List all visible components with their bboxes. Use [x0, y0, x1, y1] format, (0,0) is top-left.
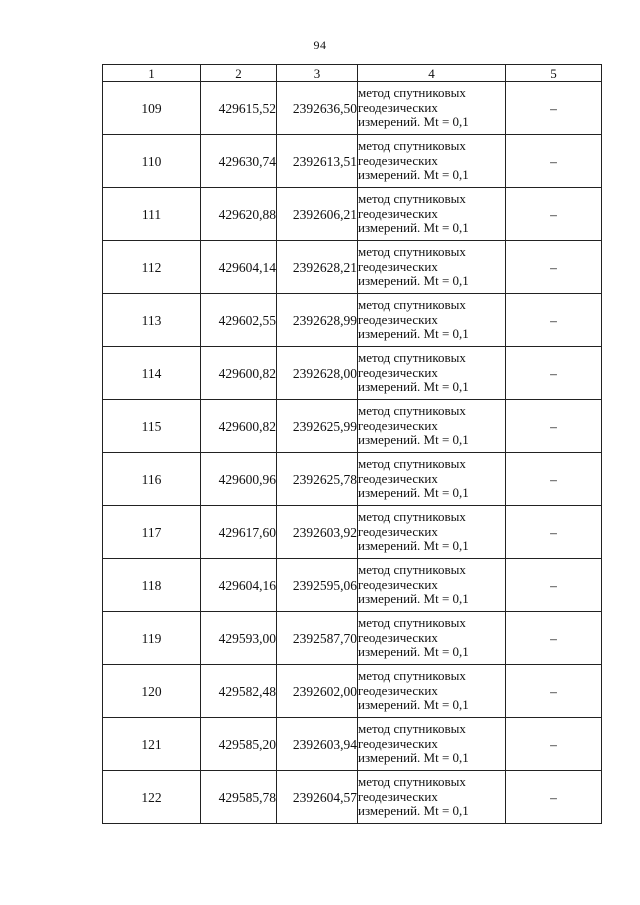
method-text-line: геодезических — [358, 523, 438, 539]
method-text-line: измерений. Mt = 0,1 — [358, 750, 469, 766]
method-text-line: геодезических — [358, 629, 438, 645]
method-text-line: измерений. Mt = 0,1 — [358, 326, 469, 342]
point-number-cell: 122 — [103, 771, 201, 824]
method-text-line: метод спутниковых — [358, 403, 466, 419]
table-row — [103, 771, 602, 824]
method-cell — [358, 135, 506, 188]
x-coordinate-cell: 429600,82 — [201, 347, 277, 400]
method-text-line: геодезических — [358, 311, 438, 327]
method-text-line: метод спутниковых — [358, 615, 466, 631]
point-number-cell: 118 — [103, 559, 201, 612]
method-cell — [358, 241, 506, 294]
page-number: 94 — [313, 38, 327, 52]
note-cell: – — [506, 612, 602, 665]
x-coordinate-cell: 429615,52 — [201, 82, 277, 135]
note-cell: – — [506, 400, 602, 453]
table-row — [103, 188, 602, 241]
method-text-line: измерений. Mt = 0,1 — [358, 803, 469, 819]
y-coordinate-cell: 2392595,06 — [277, 559, 358, 612]
x-coordinate-cell: 429600,82 — [201, 400, 277, 453]
note-cell: – — [506, 718, 602, 771]
x-coordinate-cell: 429582,48 — [201, 665, 277, 718]
table-row — [103, 347, 602, 400]
method-text-line: измерений. Mt = 0,1 — [358, 167, 469, 183]
method-cell — [358, 718, 506, 771]
method-text-line: метод спутниковых — [358, 85, 466, 101]
method-text-line: измерений. Mt = 0,1 — [358, 538, 469, 554]
method-text-line: измерений. Mt = 0,1 — [358, 220, 469, 236]
y-coordinate-cell: 2392628,21 — [277, 241, 358, 294]
method-cell — [358, 294, 506, 347]
method-text-line: геодезических — [358, 682, 438, 698]
method-text-line: метод спутниковых — [358, 721, 466, 737]
note-cell: – — [506, 453, 602, 506]
method-text-line: метод спутниковых — [358, 350, 466, 366]
table-row — [103, 453, 602, 506]
table-row — [103, 294, 602, 347]
header-col-2: 2 — [201, 65, 277, 82]
point-number-cell: 113 — [103, 294, 201, 347]
method-text-line: геодезических — [358, 735, 438, 751]
table-row — [103, 506, 602, 559]
x-coordinate-cell: 429604,14 — [201, 241, 277, 294]
method-text-line: метод спутниковых — [358, 138, 466, 154]
y-coordinate-cell: 2392625,99 — [277, 400, 358, 453]
method-text-line: измерений. Mt = 0,1 — [358, 697, 469, 713]
method-cell — [358, 771, 506, 824]
point-number-cell: 121 — [103, 718, 201, 771]
method-text-line: метод спутниковых — [358, 244, 466, 260]
table-row — [103, 241, 602, 294]
note-cell: – — [506, 82, 602, 135]
table-row — [103, 665, 602, 718]
method-text-line: метод спутниковых — [358, 456, 466, 472]
point-number-cell: 112 — [103, 241, 201, 294]
table-row — [103, 82, 602, 135]
note-cell: – — [506, 559, 602, 612]
header-col-1: 1 — [103, 65, 201, 82]
method-cell — [358, 559, 506, 612]
table-row — [103, 135, 602, 188]
x-coordinate-cell: 429617,60 — [201, 506, 277, 559]
header-col-5: 5 — [506, 65, 602, 82]
x-coordinate-cell: 429593,00 — [201, 612, 277, 665]
x-coordinate-cell: 429600,96 — [201, 453, 277, 506]
table-row — [103, 400, 602, 453]
note-cell: – — [506, 347, 602, 400]
method-text-line: измерений. Mt = 0,1 — [358, 432, 469, 448]
point-number-cell: 120 — [103, 665, 201, 718]
method-cell — [358, 82, 506, 135]
method-cell — [358, 188, 506, 241]
coordinates-table — [102, 64, 602, 824]
method-text-line: измерений. Mt = 0,1 — [358, 591, 469, 607]
method-text-line: метод спутниковых — [358, 509, 466, 525]
method-text-line: метод спутниковых — [358, 774, 466, 790]
method-text-line: метод спутниковых — [358, 297, 466, 313]
method-text-line: геодезических — [358, 205, 438, 221]
point-number-cell: 109 — [103, 82, 201, 135]
y-coordinate-cell: 2392625,78 — [277, 453, 358, 506]
x-coordinate-cell: 429602,55 — [201, 294, 277, 347]
note-cell: – — [506, 241, 602, 294]
method-text-line: геодезических — [358, 788, 438, 804]
method-text-line: измерений. Mt = 0,1 — [358, 114, 469, 130]
y-coordinate-cell: 2392603,94 — [277, 718, 358, 771]
note-cell: – — [506, 188, 602, 241]
point-number-cell: 114 — [103, 347, 201, 400]
method-text-line: геодезических — [358, 152, 438, 168]
method-cell — [358, 506, 506, 559]
y-coordinate-cell: 2392602,00 — [277, 665, 358, 718]
note-cell: – — [506, 665, 602, 718]
method-text-line: метод спутниковых — [358, 562, 466, 578]
method-text-line: геодезических — [358, 470, 438, 486]
point-number-cell: 111 — [103, 188, 201, 241]
table-body — [103, 82, 602, 824]
y-coordinate-cell: 2392628,00 — [277, 347, 358, 400]
x-coordinate-cell: 429620,88 — [201, 188, 277, 241]
method-cell — [358, 400, 506, 453]
x-coordinate-cell: 429604,16 — [201, 559, 277, 612]
method-text-line: геодезических — [358, 258, 438, 274]
method-text-line: метод спутниковых — [358, 668, 466, 684]
method-text-line: геодезических — [358, 99, 438, 115]
method-text-line: метод спутниковых — [358, 191, 466, 207]
y-coordinate-cell: 2392636,50 — [277, 82, 358, 135]
table-header-row — [103, 65, 602, 82]
x-coordinate-cell: 429585,78 — [201, 771, 277, 824]
method-cell — [358, 453, 506, 506]
point-number-cell: 116 — [103, 453, 201, 506]
y-coordinate-cell: 2392628,99 — [277, 294, 358, 347]
y-coordinate-cell: 2392587,70 — [277, 612, 358, 665]
table-row — [103, 612, 602, 665]
table-row — [103, 559, 602, 612]
method-cell — [358, 347, 506, 400]
y-coordinate-cell: 2392603,92 — [277, 506, 358, 559]
method-text-line: геодезических — [358, 364, 438, 380]
method-cell — [358, 612, 506, 665]
method-text-line: геодезических — [358, 417, 438, 433]
point-number-cell: 115 — [103, 400, 201, 453]
note-cell: – — [506, 294, 602, 347]
note-cell: – — [506, 771, 602, 824]
method-text-line: геодезических — [358, 576, 438, 592]
x-coordinate-cell: 429630,74 — [201, 135, 277, 188]
x-coordinate-cell: 429585,20 — [201, 718, 277, 771]
header-col-3: 3 — [277, 65, 358, 82]
point-number-cell: 119 — [103, 612, 201, 665]
method-text-line: измерений. Mt = 0,1 — [358, 644, 469, 660]
method-text-line: измерений. Mt = 0,1 — [358, 485, 469, 501]
y-coordinate-cell: 2392606,21 — [277, 188, 358, 241]
method-text-line: измерений. Mt = 0,1 — [358, 273, 469, 289]
y-coordinate-cell: 2392604,57 — [277, 771, 358, 824]
point-number-cell: 110 — [103, 135, 201, 188]
method-text-line: измерений. Mt = 0,1 — [358, 379, 469, 395]
y-coordinate-cell: 2392613,51 — [277, 135, 358, 188]
point-number-cell: 117 — [103, 506, 201, 559]
note-cell: – — [506, 506, 602, 559]
header-col-4: 4 — [358, 65, 506, 82]
table-row — [103, 718, 602, 771]
method-cell — [358, 665, 506, 718]
note-cell: – — [506, 135, 602, 188]
